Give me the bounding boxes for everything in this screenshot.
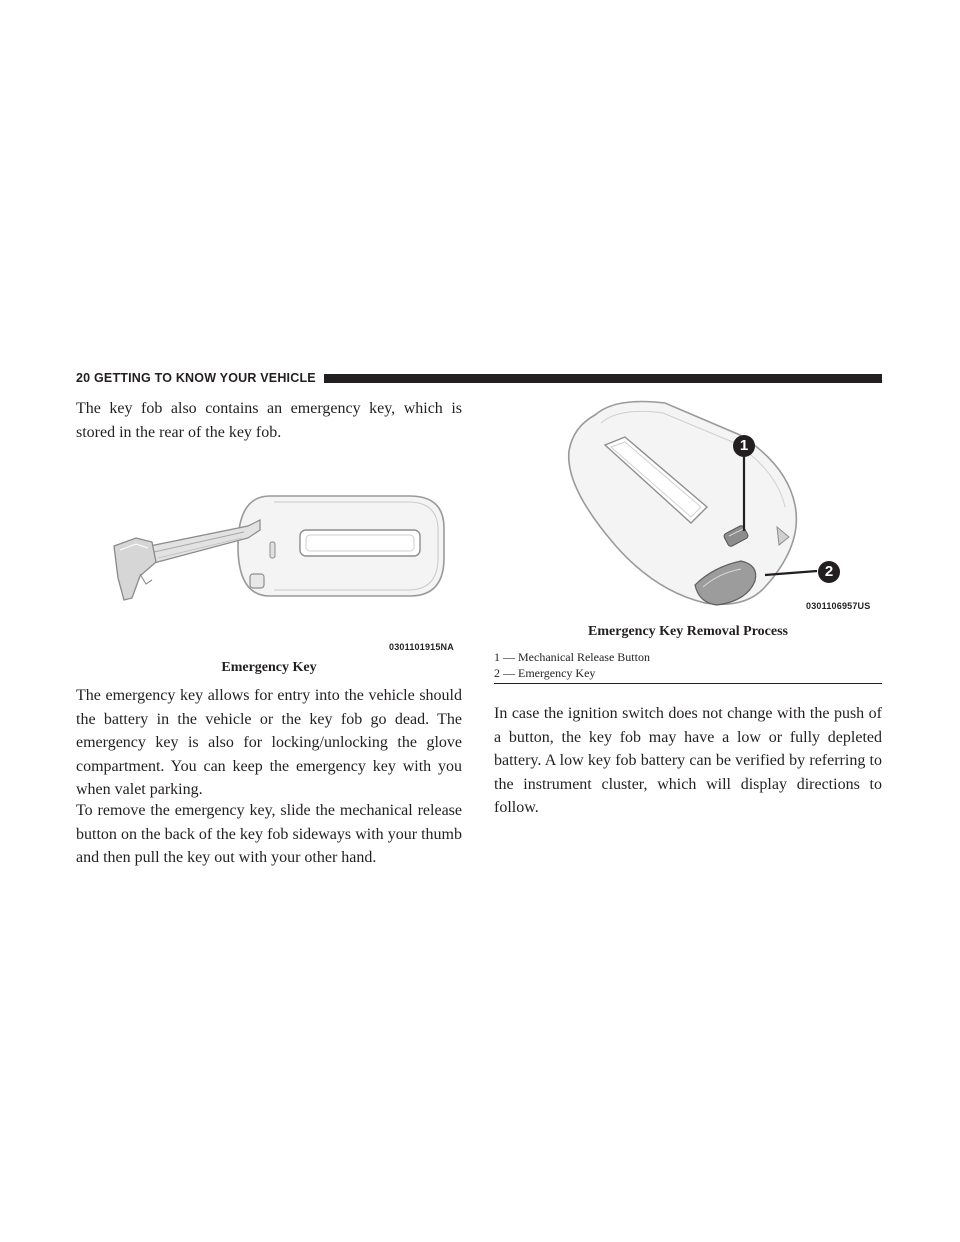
legend-item-1: 1 — Mechanical Release Button bbox=[494, 650, 650, 664]
paragraph-low-battery: In case the ignition switch does not change with the push of a button, the key fob may have a low or fully depleted battery. A low key fob battery can be verified by referring to the instrument cluster, which will display directions to follow. bbox=[494, 705, 882, 816]
legend-item-2: 2 — Emergency Key bbox=[494, 666, 596, 680]
section-title: GETTING TO KNOW YOUR VEHICLE bbox=[94, 371, 316, 385]
callout-1-label: 1 bbox=[739, 437, 749, 454]
paragraph-emergency-key: The emergency key allows for entry into the vehicle should the battery in the vehicle or the key fob go dead. The emergency key is also for locking/unlocking the glove compartment. You can keep the emergency key with you when valet parking. bbox=[76, 687, 462, 798]
key-head bbox=[114, 538, 156, 600]
callout-2-label: 2 bbox=[824, 563, 834, 580]
running-header bbox=[76, 370, 882, 386]
key-removal-illustration bbox=[555, 395, 885, 615]
figure2-code: 0301106957US bbox=[806, 601, 871, 611]
header-label bbox=[76, 371, 316, 385]
figure1-caption: Emergency Key bbox=[221, 660, 317, 675]
page-number: 20 bbox=[76, 371, 91, 385]
figure2-caption: Emergency Key Removal Process bbox=[588, 624, 788, 639]
header-rule bbox=[324, 374, 882, 383]
emergency-key-illustration bbox=[110, 488, 455, 623]
legend-rule bbox=[494, 683, 882, 684]
fob-release-notch bbox=[250, 574, 264, 588]
intro-paragraph: The key fob also contains an emergency key, which is stored in the rear of the key fob. bbox=[76, 400, 462, 441]
paragraph-remove-key: To remove the emergency key, slide the mechanical release button on the back of the key fob sideways with your thumb and then pull the key out with your other hand. bbox=[76, 802, 462, 866]
fob-window bbox=[300, 530, 420, 556]
figure1-code: 0301101915NA bbox=[389, 642, 454, 652]
